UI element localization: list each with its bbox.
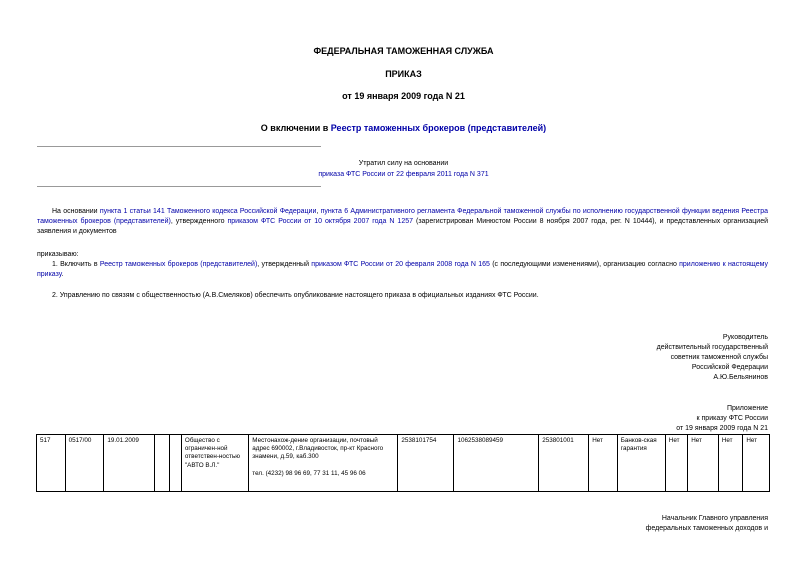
item-2-text: 2. Управлению по связям с общественностью (А.В.Смеляков) обеспечить опубликование настоящего приказа в официальных изданиях ФТС России. (52, 292, 539, 299)
appendix-line: Приложение (726, 405, 768, 412)
cell-flag: Нет (743, 435, 770, 492)
cell-certificate-number: 0517/00 (65, 435, 104, 492)
appendix-line: к приказу ФТС России (696, 415, 768, 422)
cell-flag: Нет (665, 435, 687, 492)
preamble-text: (зарегистрирован Минюстом России 8 ноября 2007 года, рег. N 10444), и представленных организацией заявления и документов (37, 218, 768, 235)
document-date: от 19 января 2009 года N 21 (342, 91, 465, 101)
preamble-text: На основании (52, 208, 100, 215)
footer-line: Начальник Главного управления (661, 515, 768, 522)
cell-kpp: 253801001 (539, 435, 589, 492)
signature-line: А.Ю.Бельянинов (713, 374, 768, 381)
registry-table (36, 434, 770, 492)
cell-empty (169, 435, 181, 492)
item-text: (с последующими изменениями), организацию согласно (489, 261, 680, 268)
table-row (37, 435, 770, 492)
order-1257-link[interactable]: приказом ФТС России от 10 октября 2007 года N 1257 (227, 218, 413, 225)
item-text: 1. Включить в (52, 261, 100, 268)
preamble (37, 207, 768, 237)
footer-signature (646, 514, 768, 534)
item-text: . (61, 271, 64, 278)
cell-address (249, 435, 398, 492)
footer-line: федеральных таможенных доходов и (645, 525, 768, 532)
cell-registry-number: 517 (37, 435, 66, 492)
appendix-line: от 19 января 2009 года N 21 (676, 425, 768, 432)
title-prefix: О включении в (260, 123, 331, 133)
preamble-text: , утвержденного (170, 218, 228, 225)
signature-block (657, 333, 768, 383)
signature-line: Российской Федерации (691, 364, 768, 371)
cell-date: 19.01.2009 (104, 435, 155, 492)
cell-ogrn: 1062538089459 (454, 435, 539, 492)
status-note: Утратил силу на основании (358, 160, 449, 167)
order-item-2 (37, 291, 768, 301)
status-link-row (0, 170, 807, 179)
signature-line: советник таможенной службы (670, 354, 768, 361)
regulation-link[interactable]: пункта 6 Административного регламента Федеральной таможенной службы по исполнению государственной функции ведения Реестра таможенных брокеров (представителей) (37, 208, 768, 225)
cell-organization: Общество с ограничен-ной ответствен-ностью "АВТО В.Л." (181, 435, 248, 492)
cell-guarantee: Банков-ская гарантия (617, 435, 665, 492)
signature-line: Руководитель (722, 334, 768, 341)
preamble-text: , (316, 208, 321, 215)
signature-line: действительный государственный (656, 344, 768, 351)
order-word: приказываю: (37, 251, 79, 258)
divider-top (37, 146, 321, 147)
order-165-link[interactable]: приказом ФТС России от 20 февраля 2008 года N 165 (311, 261, 490, 268)
cell-flag: Нет (589, 435, 618, 492)
phone-text: тел. (4232) 98 96 69, 77 31 11, 45 96 06 (252, 469, 366, 477)
appendix-heading (676, 404, 768, 434)
address-text: Местонахож-дение организации, почтовый адрес 690002, г.Владивосток, пр-кт Красного знамени, д.59, каб.300 (252, 437, 384, 461)
order-item-1 (37, 260, 768, 280)
registry-title-link[interactable]: Реестр таможенных брокеров (представителей) (330, 123, 547, 133)
document-title (0, 123, 807, 134)
cell-flag: Нет (718, 435, 743, 492)
cell-inn: 2538101754 (398, 435, 454, 492)
customs-code-link[interactable]: пункта 1 статьи 141 Таможенного кодекса Российской Федерации (99, 208, 317, 215)
appendix-link[interactable]: приложению к настоящему приказу (37, 261, 768, 278)
registry-link[interactable]: Реестр таможенных брокеров (представителей) (99, 261, 258, 268)
repeal-order-link[interactable]: приказа ФТС России от 22 февраля 2011 года N 371 (318, 171, 489, 178)
divider-bottom (37, 186, 321, 187)
document-type: ПРИКАЗ (385, 69, 422, 79)
agency-name: ФЕДЕРАЛЬНАЯ ТАМОЖЕННАЯ СЛУЖБА (313, 46, 494, 56)
cell-empty (155, 435, 169, 492)
cell-flag: Нет (688, 435, 719, 492)
item-text: , утвержденный (257, 261, 312, 268)
